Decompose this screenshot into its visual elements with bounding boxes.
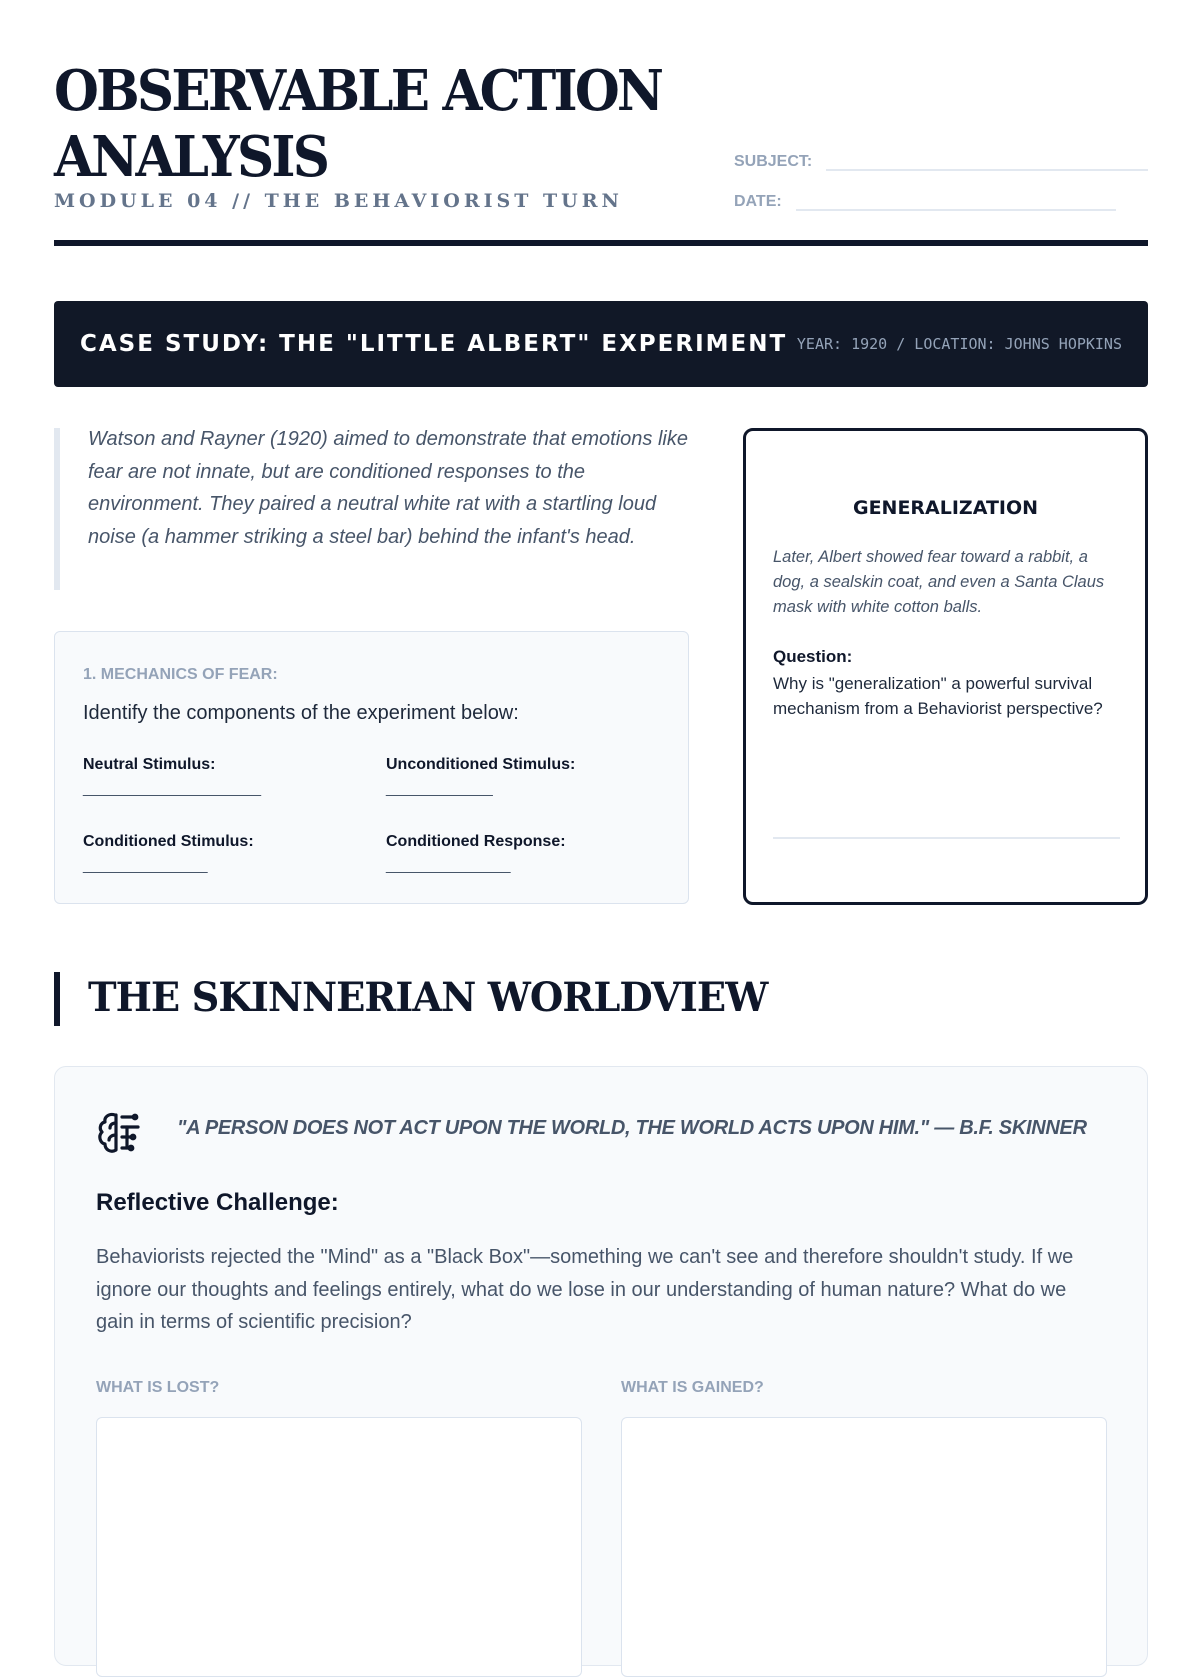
field-label: Conditioned Response:	[386, 833, 566, 850]
page-subtitle: MODULE 04 // THE BEHAVIORIST TURN	[54, 190, 623, 212]
title-line-2: ANALYSIS	[54, 124, 328, 190]
subject-label: SUBJECT:	[734, 153, 813, 170]
section-title: THE SKINNERIAN WORLDVIEW	[88, 974, 768, 1021]
skinner-panel	[54, 1066, 1148, 1666]
mechanics-prompt: Identify the components of the experiment below:	[83, 702, 519, 724]
conditioned-response-field[interactable]	[386, 833, 566, 875]
unconditioned-stimulus-field[interactable]	[386, 756, 575, 798]
case-study-banner	[54, 301, 1148, 387]
field-label: Unconditioned Stimulus:	[386, 756, 576, 773]
date-label: DATE:	[734, 193, 782, 210]
gained-label: WHAT IS GAINED?	[621, 1379, 764, 1396]
generalization-title: GENERALIZATION	[852, 497, 1039, 519]
brain-icon	[95, 1107, 145, 1157]
answer-blank[interactable]: ____________	[386, 780, 493, 797]
intro-text: Watson and Rayner (1920) aimed to demonstrate that emotions like fear are not innate, but are conditioned responses to the environment. They paired a neutral white rat with a startling loud noise (a hammer striking a steel bar) behind the infant's head.	[88, 428, 688, 548]
challenge-title: Reflective Challenge:	[96, 1189, 339, 1216]
header-divider	[54, 240, 1148, 246]
question-text: Why is "generalization" a powerful survival mechanism from a Behaviorist perspective?	[773, 674, 1103, 718]
page-title	[54, 58, 698, 190]
answer-line[interactable]	[773, 837, 1120, 839]
case-study-title: CASE STUDY: THE "LITTLE ALBERT" EXPERIMENT	[80, 331, 788, 357]
mechanics-label: 1. MECHANICS OF FEAR:	[83, 666, 278, 683]
generalization-card	[743, 428, 1148, 905]
section-accent-bar	[54, 972, 60, 1026]
field-label: Neutral Stimulus:	[83, 756, 216, 773]
case-study-meta: YEAR: 1920 / LOCATION: JOHNS HOPKINS	[796, 335, 1122, 353]
answer-blank[interactable]: ____________________	[83, 780, 261, 797]
subject-row	[734, 151, 1148, 171]
neutral-stimulus-field[interactable]	[83, 756, 261, 798]
field-label: Conditioned Stimulus:	[83, 833, 254, 850]
title-line-1: OBSERVABLE ACTION	[54, 58, 662, 124]
mechanics-box	[54, 631, 689, 904]
answer-blank[interactable]: ______________	[83, 857, 208, 874]
answer-blank[interactable]: ______________	[386, 857, 511, 874]
case-study-intro	[54, 428, 688, 590]
question-label: Question:	[773, 647, 853, 666]
skinner-quote: "A PERSON DOES NOT ACT UPON THE WORLD, THE WORLD ACTS UPON HIM." — B.F. SKINNER	[177, 1117, 1087, 1139]
date-field[interactable]	[796, 191, 1116, 211]
lost-label: WHAT IS LOST?	[96, 1379, 220, 1396]
gained-answer-box[interactable]	[621, 1417, 1107, 1677]
challenge-text: Behaviorists rejected the "Mind" as a "Black Box"—something we can't see and therefore shouldn't study. If we ignore our thoughts and feelings entirely, what do we lose in our understanding of human nature? What do we gain in terms of scientific precision?	[96, 1246, 1074, 1333]
lost-answer-box[interactable]	[96, 1417, 582, 1677]
conditioned-stimulus-field[interactable]	[83, 833, 254, 875]
generalization-text: Later, Albert showed fear toward a rabbit, a dog, a sealskin coat, and even a Santa Claus mask with white cotton balls.	[773, 548, 1105, 616]
subject-field[interactable]	[826, 151, 1148, 171]
date-row	[734, 191, 1116, 211]
